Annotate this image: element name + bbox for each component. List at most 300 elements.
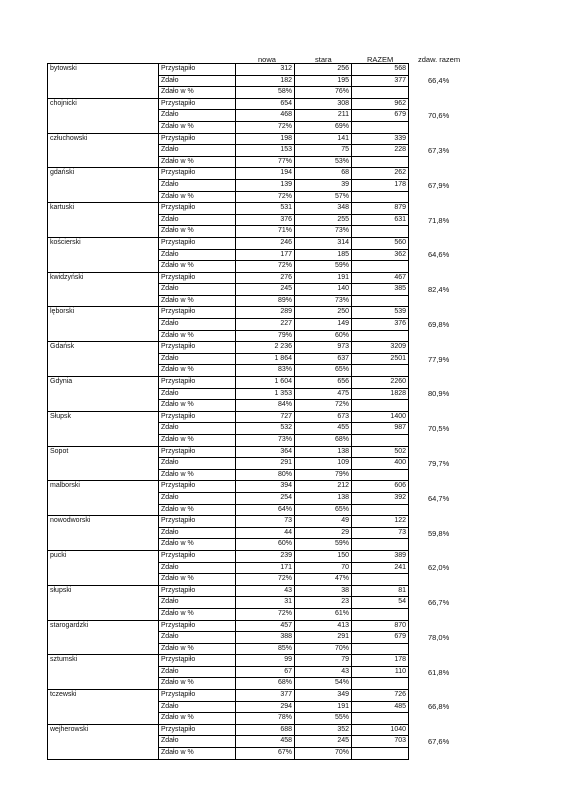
cell-stara: 255 [295,214,352,226]
cell-nowa: 72% [236,608,295,620]
cell-nowa: 289 [236,307,295,319]
cell-stara: 76% [295,87,352,99]
cell-razem: 502 [352,446,409,458]
row-zdalo-pct-label: Zdało w % [159,191,236,203]
row-zdalo-label: Zdało [159,423,236,435]
row-zdalo-label: Zdało [159,75,236,87]
row-zdalo-pct-label: Zdało w % [159,435,236,447]
cell-razem [352,226,409,238]
results-table-container [47,63,409,760]
cell-nowa: 532 [236,423,295,435]
row-przystapilo-label: Przystąpiło [159,550,236,562]
cell-nowa: 227 [236,319,295,331]
cell-nowa: 171 [236,562,295,574]
row-zdalo-pct-label: Zdało w % [159,156,236,168]
pass-rate-total: 67,6% [428,737,450,747]
district-name: kościerski [48,237,159,272]
cell-razem [352,365,409,377]
cell-razem: 2501 [352,353,409,365]
cell-nowa: 276 [236,272,295,284]
cell-stara: 195 [295,75,352,87]
column-header-zdaw-razem: zdaw. razem [418,55,461,64]
pass-rate-total: 66,4% [428,76,450,86]
cell-razem: 339 [352,133,409,145]
cell-stara: 138 [295,446,352,458]
cell-stara: 673 [295,411,352,423]
row-przystapilo-label: Przystąpiło [159,203,236,215]
cell-nowa: 688 [236,724,295,736]
cell-stara: 475 [295,388,352,400]
cell-stara: 656 [295,377,352,389]
cell-stara: 245 [295,736,352,748]
cell-razem: 73 [352,527,409,539]
table-row [48,620,409,632]
district-name: Gdynia [48,377,159,412]
table-row [48,307,409,319]
row-przystapilo-label: Przystąpiło [159,516,236,528]
cell-stara: 455 [295,423,352,435]
cell-razem [352,261,409,273]
cell-nowa: 79% [236,330,295,342]
row-zdalo-label: Zdało [159,492,236,504]
row-przystapilo-label: Przystąpiło [159,446,236,458]
row-przystapilo-label: Przystąpiło [159,655,236,667]
cell-razem: 1828 [352,388,409,400]
table-row [48,585,409,597]
cell-stara: 70 [295,562,352,574]
row-zdalo-label: Zdało [159,110,236,122]
cell-stara: 70% [295,748,352,760]
row-przystapilo-label: Przystąpiło [159,272,236,284]
row-zdalo-pct-label: Zdało w % [159,713,236,725]
cell-stara: 60% [295,330,352,342]
district-name: bytowski [48,64,159,99]
row-zdalo-label: Zdało [159,701,236,713]
row-przystapilo-label: Przystąpiło [159,133,236,145]
cell-razem [352,748,409,760]
table-row [48,342,409,354]
cell-nowa: 60% [236,539,295,551]
cell-nowa: 254 [236,492,295,504]
cell-nowa: 73% [236,435,295,447]
cell-stara: 65% [295,504,352,516]
cell-nowa: 1 864 [236,353,295,365]
cell-nowa: 457 [236,620,295,632]
cell-nowa: 239 [236,550,295,562]
cell-nowa: 468 [236,110,295,122]
cell-razem: 228 [352,145,409,157]
district-name: Gdańsk [48,342,159,377]
row-przystapilo-label: Przystąpiło [159,377,236,389]
table-row [48,133,409,145]
district-name: lęborski [48,307,159,342]
row-zdalo-label: Zdało [159,249,236,261]
cell-stara: 314 [295,237,352,249]
cell-razem: 122 [352,516,409,528]
cell-nowa: 377 [236,690,295,702]
pass-rate-total: 64,6% [428,250,450,260]
cell-stara: 349 [295,690,352,702]
district-name: Słupsk [48,411,159,446]
cell-razem: 962 [352,98,409,110]
cell-nowa: 72% [236,574,295,586]
district-name: Sopot [48,446,159,481]
cell-stara: 150 [295,550,352,562]
pass-rate-total: 62,0% [428,563,450,573]
cell-razem: 241 [352,562,409,574]
pass-rate-total: 66,7% [428,598,450,608]
cell-razem [352,643,409,655]
cell-razem [352,156,409,168]
cell-stara: 59% [295,539,352,551]
cell-nowa: 71% [236,226,295,238]
cell-stara: 637 [295,353,352,365]
cell-nowa: 43 [236,585,295,597]
row-zdalo-label: Zdało [159,597,236,609]
row-zdalo-label: Zdało [159,284,236,296]
row-przystapilo-label: Przystąpiło [159,342,236,354]
cell-nowa: 194 [236,168,295,180]
cell-stara: 256 [295,64,352,76]
pass-rate-total: 70,5% [428,424,450,434]
pass-rate-total: 78,0% [428,632,450,642]
district-name: malborski [48,481,159,516]
cell-razem [352,295,409,307]
cell-razem: 178 [352,655,409,667]
cell-razem [352,469,409,481]
row-zdalo-pct-label: Zdało w % [159,678,236,690]
pass-rate-total: 59,8% [428,528,450,538]
table-row [48,237,409,249]
cell-stara: 57% [295,191,352,203]
cell-razem: 377 [352,75,409,87]
row-zdalo-label: Zdało [159,179,236,191]
cell-razem: 110 [352,666,409,678]
pass-rate-total: 71,8% [428,215,450,225]
row-zdalo-pct-label: Zdało w % [159,608,236,620]
district-name: słupski [48,585,159,620]
row-zdalo-label: Zdało [159,353,236,365]
cell-razem: 3209 [352,342,409,354]
row-zdalo-pct-label: Zdało w % [159,539,236,551]
cell-nowa: 198 [236,133,295,145]
cell-razem: 606 [352,481,409,493]
row-przystapilo-label: Przystąpiło [159,237,236,249]
cell-razem: 679 [352,110,409,122]
cell-razem: 703 [352,736,409,748]
cell-razem: 389 [352,550,409,562]
row-zdalo-pct-label: Zdało w % [159,87,236,99]
row-zdalo-label: Zdało [159,562,236,574]
cell-nowa: 77% [236,156,295,168]
table-row [48,203,409,215]
cell-nowa: 294 [236,701,295,713]
cell-nowa: 68% [236,678,295,690]
cell-nowa: 394 [236,481,295,493]
cell-stara: 185 [295,249,352,261]
cell-stara: 73% [295,226,352,238]
table-row [48,516,409,528]
cell-nowa: 84% [236,400,295,412]
table-row [48,655,409,667]
cell-nowa: 72% [236,261,295,273]
row-przystapilo-label: Przystąpiło [159,620,236,632]
row-zdalo-pct-label: Zdało w % [159,226,236,238]
table-row [48,168,409,180]
row-przystapilo-label: Przystąpiło [159,724,236,736]
row-zdalo-pct-label: Zdało w % [159,365,236,377]
pass-rate-total: 67,3% [428,145,450,155]
cell-nowa: 67% [236,748,295,760]
cell-razem [352,678,409,690]
cell-stara: 149 [295,319,352,331]
table-row [48,411,409,423]
cell-razem [352,330,409,342]
district-name: pucki [48,550,159,585]
cell-nowa: 67 [236,666,295,678]
district-name: wejherowski [48,724,159,759]
column-header-nowa: nowa [258,55,276,64]
table-row [48,64,409,76]
cell-stara: 79% [295,469,352,481]
row-przystapilo-label: Przystąpiło [159,411,236,423]
cell-nowa: 80% [236,469,295,481]
pass-rate-total: 66,8% [428,702,450,712]
cell-nowa: 73 [236,516,295,528]
cell-nowa: 312 [236,64,295,76]
cell-nowa: 388 [236,632,295,644]
district-name: chojnicki [48,98,159,133]
cell-razem: 485 [352,701,409,713]
cell-nowa: 58% [236,87,295,99]
cell-razem: 392 [352,492,409,504]
table-row [48,550,409,562]
cell-razem: 262 [352,168,409,180]
column-header-stara: stara [315,55,332,64]
row-przystapilo-label: Przystąpiło [159,64,236,76]
row-zdalo-label: Zdało [159,319,236,331]
cell-stara: 54% [295,678,352,690]
cell-stara: 69% [295,121,352,133]
district-name: tczewski [48,690,159,725]
cell-razem: 400 [352,458,409,470]
cell-razem [352,121,409,133]
cell-razem [352,435,409,447]
district-name: gdański [48,168,159,203]
cell-razem: 987 [352,423,409,435]
cell-stara: 973 [295,342,352,354]
cell-razem [352,574,409,586]
cell-stara: 250 [295,307,352,319]
cell-stara: 75 [295,145,352,157]
cell-stara: 53% [295,156,352,168]
cell-stara: 65% [295,365,352,377]
table-row [48,446,409,458]
cell-nowa: 153 [236,145,295,157]
cell-stara: 72% [295,400,352,412]
cell-razem: 2260 [352,377,409,389]
cell-nowa: 89% [236,295,295,307]
cell-nowa: 85% [236,643,295,655]
cell-stara: 39 [295,179,352,191]
row-zdalo-pct-label: Zdało w % [159,330,236,342]
row-zdalo-pct-label: Zdało w % [159,121,236,133]
cell-stara: 29 [295,527,352,539]
table-row [48,272,409,284]
cell-nowa: 291 [236,458,295,470]
cell-razem: 568 [352,64,409,76]
cell-razem: 560 [352,237,409,249]
cell-razem [352,400,409,412]
pass-rate-total: 77,9% [428,354,450,364]
district-name: sztumski [48,655,159,690]
cell-razem: 1040 [352,724,409,736]
table-row [48,724,409,736]
cell-nowa: 531 [236,203,295,215]
cell-nowa: 99 [236,655,295,667]
cell-nowa: 182 [236,75,295,87]
row-przystapilo-label: Przystąpiło [159,168,236,180]
cell-razem [352,191,409,203]
row-zdalo-label: Zdało [159,736,236,748]
cell-stara: 140 [295,284,352,296]
cell-stara: 212 [295,481,352,493]
cell-razem: 1400 [352,411,409,423]
pass-rate-total: 61,8% [428,667,450,677]
row-zdalo-pct-label: Zdało w % [159,400,236,412]
cell-razem: 631 [352,214,409,226]
cell-nowa: 72% [236,191,295,203]
row-zdalo-label: Zdało [159,632,236,644]
cell-razem [352,713,409,725]
cell-razem [352,608,409,620]
cell-stara: 68% [295,435,352,447]
cell-stara: 308 [295,98,352,110]
pass-rate-total: 79,7% [428,458,450,468]
pass-rate-total: 67,9% [428,180,450,190]
cell-stara: 38 [295,585,352,597]
cell-nowa: 83% [236,365,295,377]
cell-stara: 68 [295,168,352,180]
row-przystapilo-label: Przystąpiło [159,307,236,319]
cell-nowa: 78% [236,713,295,725]
cell-nowa: 44 [236,527,295,539]
cell-nowa: 64% [236,504,295,516]
cell-nowa: 72% [236,121,295,133]
pass-rate-total: 82,4% [428,285,450,295]
pass-rate-total: 70,6% [428,111,450,121]
table-row [48,690,409,702]
row-zdalo-pct-label: Zdało w % [159,261,236,273]
cell-razem: 726 [352,690,409,702]
row-zdalo-pct-label: Zdało w % [159,469,236,481]
cell-stara: 109 [295,458,352,470]
cell-nowa: 1 604 [236,377,295,389]
cell-razem: 362 [352,249,409,261]
district-name: nowodworski [48,516,159,551]
row-przystapilo-label: Przystąpiło [159,690,236,702]
district-name: człuchowski [48,133,159,168]
row-przystapilo-label: Przystąpiło [159,481,236,493]
cell-razem [352,539,409,551]
cell-razem: 54 [352,597,409,609]
row-zdalo-label: Zdało [159,458,236,470]
cell-nowa: 246 [236,237,295,249]
cell-razem [352,87,409,99]
pass-rate-total: 80,9% [428,389,450,399]
district-name: kwidzyński [48,272,159,307]
cell-stara: 211 [295,110,352,122]
cell-stara: 138 [295,492,352,504]
cell-nowa: 245 [236,284,295,296]
row-przystapilo-label: Przystąpiło [159,585,236,597]
row-zdalo-pct-label: Zdało w % [159,504,236,516]
row-zdalo-label: Zdało [159,388,236,400]
cell-razem: 467 [352,272,409,284]
cell-stara: 59% [295,261,352,273]
cell-razem [352,504,409,516]
cell-nowa: 654 [236,98,295,110]
cell-razem: 178 [352,179,409,191]
cell-stara: 61% [295,608,352,620]
row-przystapilo-label: Przystąpiło [159,98,236,110]
results-table [47,63,409,760]
table-row [48,377,409,389]
column-header-razem: RAZEM [367,55,394,64]
row-zdalo-label: Zdało [159,214,236,226]
cell-nowa: 458 [236,736,295,748]
cell-stara: 70% [295,643,352,655]
row-zdalo-label: Zdało [159,527,236,539]
pass-rate-total: 69,8% [428,319,450,329]
cell-nowa: 139 [236,179,295,191]
cell-nowa: 376 [236,214,295,226]
table-row [48,481,409,493]
cell-stara: 141 [295,133,352,145]
cell-nowa: 364 [236,446,295,458]
cell-razem: 81 [352,585,409,597]
pass-rate-total: 64,7% [428,493,450,503]
cell-stara: 49 [295,516,352,528]
cell-razem: 870 [352,620,409,632]
row-zdalo-pct-label: Zdało w % [159,748,236,760]
cell-nowa: 727 [236,411,295,423]
cell-stara: 73% [295,295,352,307]
cell-nowa: 1 353 [236,388,295,400]
cell-nowa: 177 [236,249,295,261]
district-name: starogardzki [48,620,159,655]
cell-stara: 55% [295,713,352,725]
cell-nowa: 31 [236,597,295,609]
cell-razem: 679 [352,632,409,644]
cell-razem: 539 [352,307,409,319]
cell-stara: 79 [295,655,352,667]
cell-nowa: 2 236 [236,342,295,354]
cell-stara: 47% [295,574,352,586]
cell-razem: 385 [352,284,409,296]
cell-stara: 352 [295,724,352,736]
cell-stara: 291 [295,632,352,644]
row-zdalo-pct-label: Zdało w % [159,295,236,307]
cell-stara: 43 [295,666,352,678]
cell-razem: 376 [352,319,409,331]
district-name: kartuski [48,203,159,238]
cell-stara: 348 [295,203,352,215]
table-row [48,98,409,110]
cell-stara: 191 [295,701,352,713]
row-zdalo-label: Zdało [159,666,236,678]
row-zdalo-label: Zdało [159,145,236,157]
